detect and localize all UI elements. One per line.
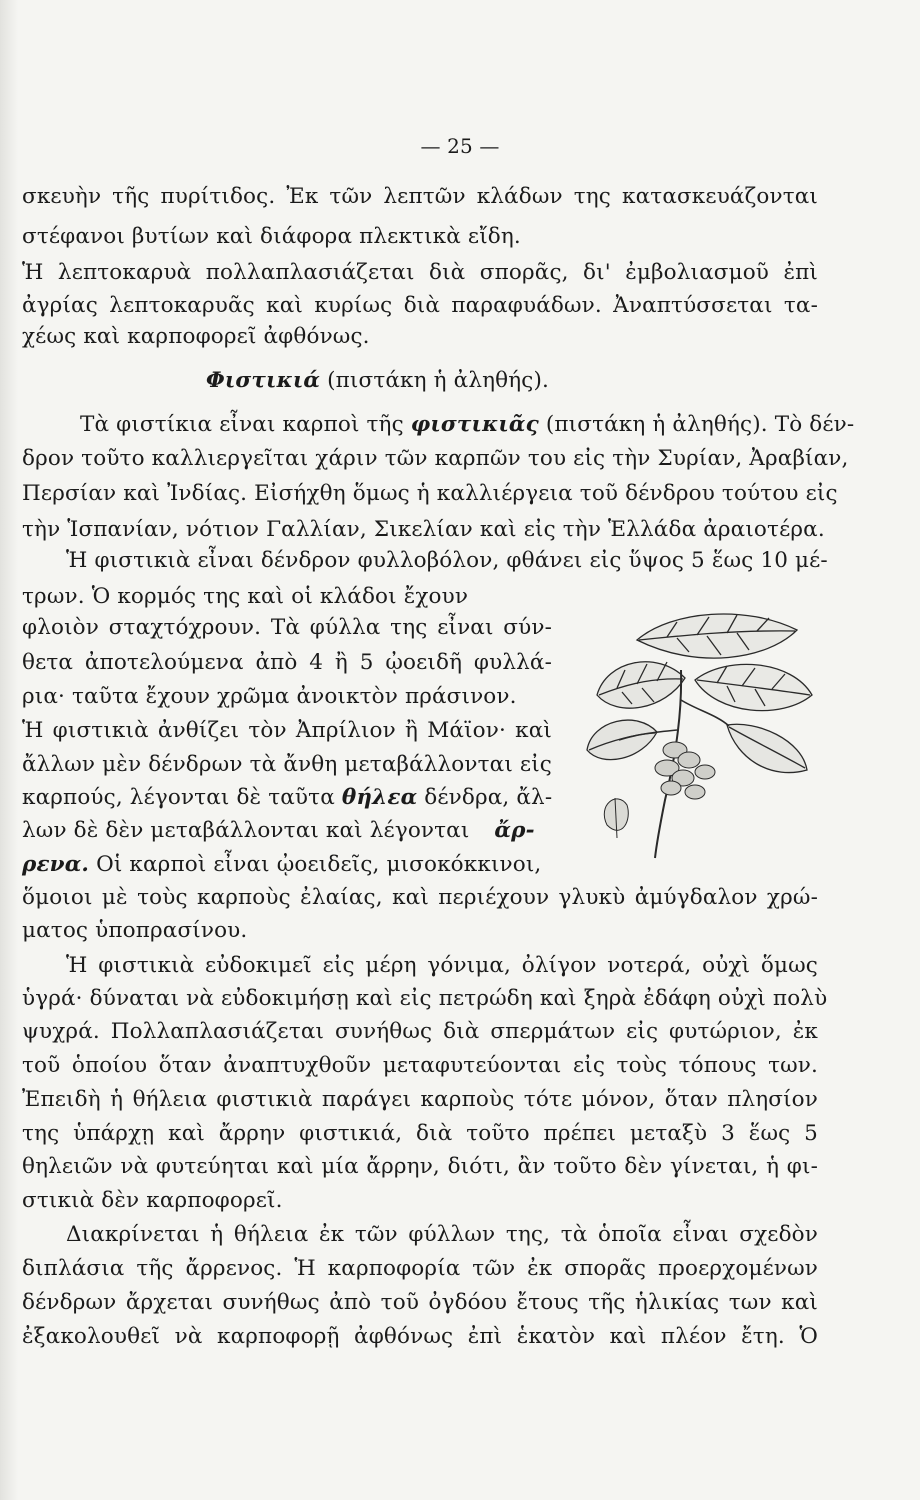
text-line: ρια· ταῦτα ἔχουν χρῶμα ἀνοικτὸν πράσινον. (22, 684, 517, 709)
text-line: θηλειῶν νὰ φυτεύηται καὶ μία ἄρρην, διότι, ἂν τοῦτο δὲν γίνεται, ἡ φι- (22, 1154, 818, 1179)
text-line: τρων. Ὁ κορμός της καὶ οἱ κλάδοι ἔχουν (22, 584, 469, 609)
text-line: Διακρίνεται ἡ θήλεια ἐκ τῶν φύλλων της, τὰ ὁποῖα εἶναι σχεδὸν (66, 1222, 818, 1247)
text-line: σκευὴν τῆς πυρίτιδος. Ἐκ τῶν λεπτῶν κλάδων της κατασκευάζονται (22, 184, 818, 209)
text-line: ὅμοιοι μὲ τοὺς καρποὺς ἐλαίας, καὶ περιέχουν γλυκὺ ἀμύγδαλον χρώ- (22, 885, 818, 910)
text-line: χέως καὶ καρποφορεῖ ἀφθόνως. (22, 324, 370, 349)
text-line: Ἐπειδὴ ἡ θήλεια φιστικιὰ παράγει καρποὺς τότε μόνον, ὅταν πλησίον (22, 1087, 818, 1112)
text-line: φλοιὸν σταχτόχρουν. Τὰ φύλλα της εἶναι σύν- (22, 615, 552, 640)
text-line: ἄλλων μὲν δένδρων τὰ ἄνθη μεταβάλλονται εἰς (22, 752, 552, 777)
text-line: Ἡ φιστικιὰ εὐδοκιμεῖ εἰς μέρη γόνιμα, ὀλίγον νοτερά, οὐχὶ ὅμως (66, 953, 818, 978)
text-line: τὴν Ἱσπανίαν, νότιον Γαλλίαν, Σικελίαν καὶ εἰς τὴν Ἑλλάδα ἀραιοτέρα. (22, 517, 825, 542)
text-line: ἐξακολουθεῖ νὰ καρποφορῇ ἀφθόνως ἐπὶ ἑκατὸν καὶ πλέον ἔτη. Ὁ (22, 1324, 818, 1349)
text-line: ψυχρά. Πολλαπλασιάζεται συνήθως διὰ σπερμάτων εἰς φυτώριον, ἐκ (22, 1019, 818, 1044)
text-line: δένδρων ἄρχεται συνήθως ἀπὸ τοῦ ὀγδόου ἔτους τῆς ἡλικίας των καὶ (22, 1290, 818, 1315)
section-heading (206, 370, 806, 392)
text-line: ρενα. Οἱ καρποὶ εἶναι ᾠοειδεῖς, μισοκόκκινοι, (22, 852, 542, 877)
heading-title: Φιστικιά (206, 368, 321, 393)
text-line: Ἡ λεπτοκαρυὰ πολλαπλασιάζεται διὰ σπορᾶς, δι' ἐμβολιασμοῦ ἐπὶ (22, 260, 818, 285)
text-line: Ἡ φιστικιὰ εἶναι δένδρον φυλλοβόλον, φθάνει εἰς ὕψος 5 ἕως 10 μέ- (66, 548, 828, 573)
text-line: της ὑπάρχῃ καὶ ἄρρην φιστικιά, διὰ τοῦτο πρέπει μεταξὺ 3 ἕως 5 (22, 1121, 818, 1146)
text-line: στέφανοι βυτίων καὶ διάφορα πλεκτικὰ εἴδη. (22, 224, 521, 249)
text-line: καρπούς, λέγονται δὲ ταῦτα θήλεα δένδρα, ἄλ- (22, 785, 553, 810)
text-line: στικιὰ δὲν καρποφορεῖ. (22, 1188, 283, 1213)
emphasis-term: θήλεα (341, 785, 418, 810)
text-line: τοῦ ὁποίου ὅταν ἀναπτυχθοῦν μεταφυτεύονται εἰς τοὺς τόπους των. (22, 1053, 818, 1078)
text-line: ματος ὑποπρασίνου. (22, 918, 248, 943)
text-line: θετα ἀποτελούμενα ἀπὸ 4 ἢ 5 ᾠοειδῆ φυλλά- (22, 650, 552, 675)
text-line: Περσίαν καὶ Ἰνδίας. Εἰσήχθη ὅμως ἡ καλλιέργεια τοῦ δένδρου τούτου εἰς (22, 481, 838, 506)
text-line: διπλάσια τῆς ἄρρενος. Ἡ καρποφορία τῶν ἐκ σπορᾶς προερχομένων (22, 1256, 818, 1281)
emphasis-term: φιστικιᾶς (410, 412, 539, 437)
emphasis-term: ἄρ- (494, 818, 535, 843)
text-line: ἀγρίας λεπτοκαρυᾶς καὶ κυρίως διὰ παραφυάδων. Ἀναπτύσσεται τα- (22, 293, 818, 318)
text-line: Τὰ φιστίκια εἶναι καρποὶ τῆς φιστικιᾶς (πιστάκη ἡ ἀληθής). Τὸ δέν- (80, 412, 855, 437)
text-line: λων δὲ δὲν μεταβάλλονται καὶ λέγονται ἄρ- (22, 818, 535, 843)
page-number: — 25 — (420, 134, 500, 158)
text-line: ὑγρά· δύναται νὰ εὐδοκιμήσῃ καὶ εἰς πετρώδη καὶ ξηρὰ ἐδάφη οὐχὶ πολὺ (22, 986, 828, 1011)
page-edge-shadow (0, 0, 18, 1500)
text-line: Ἡ φιστικιὰ ἀνθίζει τὸν Ἀπρίλιον ἢ Μάϊον· καὶ (22, 718, 552, 743)
heading-subtitle: (πιστάκη ἡ ἀληθής). (327, 368, 549, 393)
pistachio-branch-illustration (577, 600, 817, 862)
text-line: δρον τοῦτο καλλιεργεῖται χάριν τῶν καρπῶν του εἰς τὴν Συρίαν, Ἀραβίαν, (22, 446, 849, 471)
emphasis-term: ρενα. (22, 852, 90, 877)
